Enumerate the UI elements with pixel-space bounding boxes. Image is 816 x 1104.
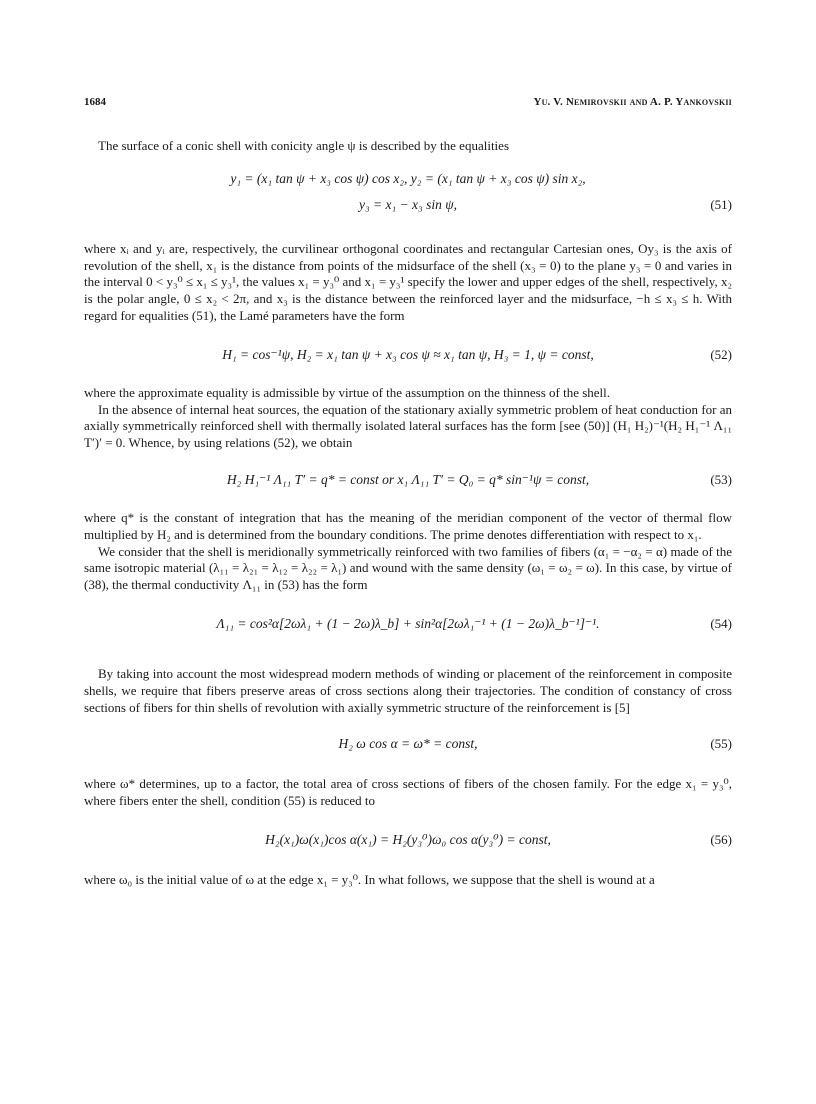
equation-55	[84, 736, 732, 760]
running-authors: Yu. V. Nemirovskii and A. P. Yankovskii	[533, 96, 732, 108]
equation-52-text: H₁ = cos⁻¹ψ, H₂ = x₁ tan ψ + x₃ cos ψ ≈ x₁ tan ψ, H₃ = 1, ψ = const,	[222, 346, 594, 362]
paragraph-coordinates: where xᵢ and yᵢ are, respectively, the curvilinear orthogonal coordinates and rectangular Cartesian ones, Oy₃ is the axis of revolution of the shell, x₁ is the distance from points of the midsurface of the shell (x₃ = 0) to the plane y₃ = 0 and varies in the interval 0 < y₃⁰ ≤ x₁ ≤ y₃¹, the values x₁ = y₃⁰ and x₁ = y₃¹ specify the lower and upper edges of the shell, respectively, x₂ is the polar angle, 0 ≤ x₂ < 2π, and x₃ is the distance between the reinforced layer and the midsurface, −h ≤ x₃ ≤ h. With regard for equalities (51), the Lamé parameters have the form	[84, 240, 732, 323]
paragraph-intro: The surface of a conic shell with conicity angle ψ is described by the equalities	[98, 138, 509, 153]
equation-54-number: (54)	[710, 615, 732, 631]
equation-55-text: H₂ ω cos α = ω* = const,	[338, 736, 478, 752]
equation-54	[84, 616, 732, 642]
paragraph-reinforcement: We consider that the shell is meridionally symmetrically reinforced with two families of fibers (α₁ = −α₂ = α) made of the same isotropic material (λ₁₁ = λ₂₁ = λ₁₂ = λ₂₂ = λ₁) and wound with the same density (ω₁ = ω₂ = ω). In this case, by virtue of (38), the thermal conductivity Λ₁₁ in (53) has the form	[84, 543, 732, 593]
paragraph-heat-equation: In the absence of internal heat sources, the equation of the stationary axially symmetric problem of heat conduction for an axially symmetrically reinforced shell with thermally isolated lateral surfaces has the form [see (50)] (H₁ H₂)⁻¹(H₂ H₁⁻¹ Λ₁₁ T′)′ = 0. Whence, by using relations (52), we obtain	[84, 401, 732, 451]
equation-56	[84, 832, 732, 856]
equation-52	[84, 347, 732, 371]
paragraph-initial-value: where ω₀ is the initial value of ω at the edge x₁ = y₃⁰. In what follows, we suppose that the shell is wound at a	[84, 871, 655, 887]
equation-54-text: Λ₁₁ = cos²α[2ωλ₁ + (1 − 2ω)λ_b] + sin²α[2ωλ₁⁻¹ + (1 − 2ω)λ_b⁻¹]⁻¹.	[216, 615, 600, 631]
equation-53	[84, 472, 732, 496]
page-number: 1684	[84, 96, 106, 108]
equation-51-line-2	[84, 197, 732, 221]
equation-53-text: H₂ H₁⁻¹ Λ₁₁ T′ = q* = const or x₁ Λ₁₁ T′ = Q₀ = q* sin⁻¹ψ = const,	[226, 471, 590, 487]
equation-51-number: (51)	[710, 196, 732, 212]
paragraph-edge-condition: where ω* determines, up to a factor, the total area of cross sections of fibers of the chosen family. For the edge x₁ = y₃⁰, where fibers enter the shell, condition (55) is reduced to	[84, 776, 732, 809]
running-header	[84, 96, 732, 114]
equation-51-text-2: y₃ = x₁ − x₃ sin ψ,	[358, 196, 458, 212]
equation-55-number: (55)	[710, 736, 732, 752]
paragraph-approximation: where the approximate equality is admissible by virtue of the assumption on the thinness of the shell.	[84, 384, 611, 400]
paragraph-cross-sections: By taking into account the most widespread modern methods of winding or placement of the reinforcement in composite shells, we require that fibers preserve areas of cross sections along their trajectories. The condition of constancy of cross sections of fibers for thin shells of revolution with axially symmetric structure of the reinforcement is [5]	[84, 665, 732, 715]
equation-52-number: (52)	[710, 346, 732, 362]
equation-56-text: H₂(x₁)ω(x₁)cos α(x₁) = H₂(y₃⁰)ω₀ cos α(y₃⁰) = const,	[265, 831, 551, 847]
paragraph-integration-constant: where q* is the constant of integration that has the meaning of the meridian component of the vector of thermal flow multiplied by H₂ and is determined from the boundary conditions. The prime denotes differentiation with respect to x₁.	[84, 509, 732, 542]
equation-51-text-1: y₁ = (x₁ tan ψ + x₃ cos ψ) cos x₂, y₂ = (x₁ tan ψ + x₃ cos ψ) sin x₂,	[230, 170, 586, 186]
equation-56-number: (56)	[710, 831, 732, 847]
equation-51-line-1	[84, 171, 732, 197]
equation-53-number: (53)	[710, 471, 732, 487]
page	[84, 96, 732, 889]
